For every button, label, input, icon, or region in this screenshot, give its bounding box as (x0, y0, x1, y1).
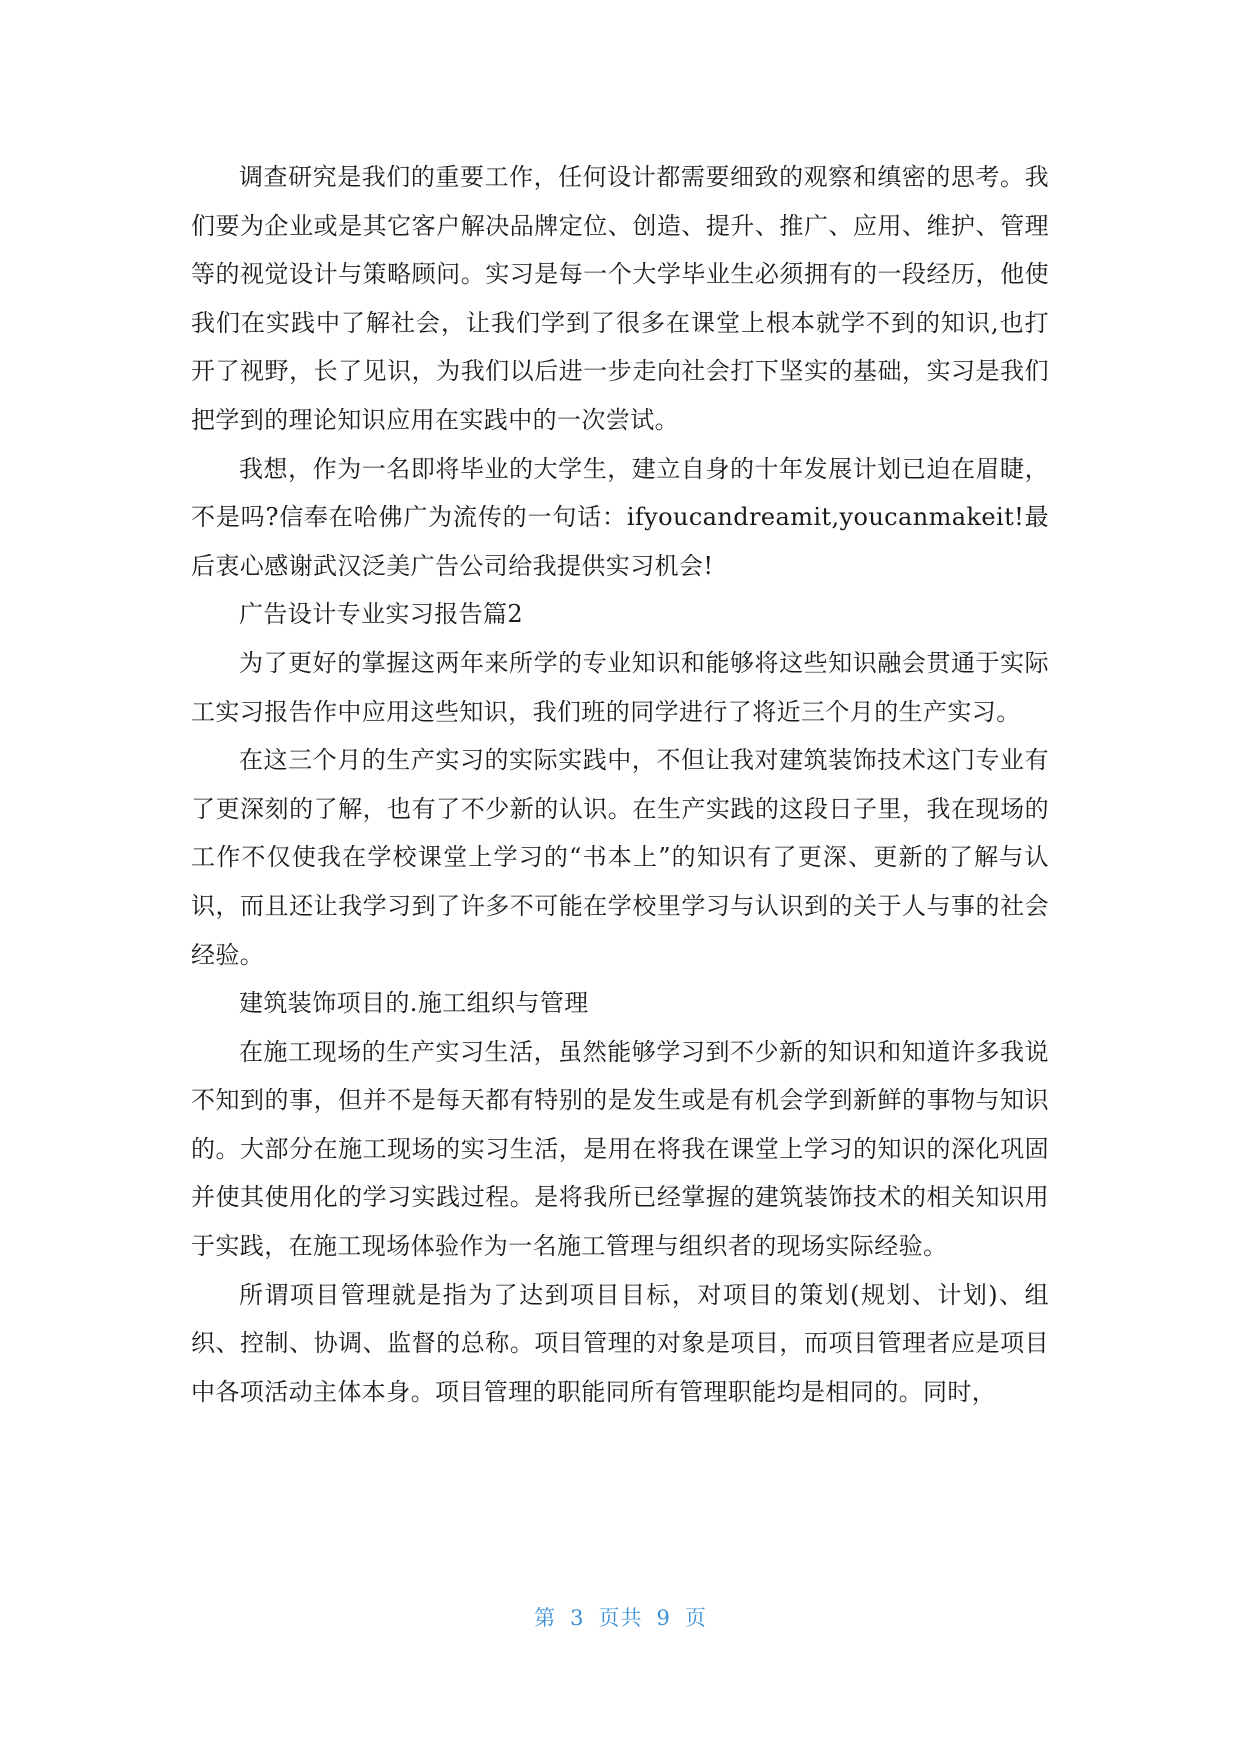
paragraph-4: 在这三个月的生产实习的实际实践中，不但让我对建筑装饰技术这门专业有了更深刻的了解，也有了不少新的认识。在生产实践的这段日子里，我在现场的工作不仅使我在学校课堂上学习的“书本上”的知识有了更深、更新的了解与认识，而且还让我学习到了许多不可能在学校里学习与认识到的关于人与事的社会经验。 (191, 746, 1049, 969)
footer-middle: 页共 (598, 1606, 643, 1630)
current-page-number: 3 (570, 1606, 585, 1630)
paragraph-6: 所谓项目管理就是指为了达到项目目标，对项目的策划(规划、计划)、组织、控制、协调、监督的总称。项目管理的对象是项目，而项目管理者应是项目中各项活动主体本身。项目管理的职能同所有管理职能均是相同的。同时， (191, 1280, 1049, 1406)
footer-suffix: 页 (684, 1606, 707, 1630)
footer-prefix: 第 (534, 1606, 557, 1630)
section-heading-report-2: 广告设计专业实习报告篇2 (239, 600, 524, 629)
document-body (191, 153, 1049, 1416)
section-heading-construction: 建筑装饰项目的.施工组织与管理 (239, 989, 589, 1018)
total-page-count: 9 (656, 1606, 671, 1630)
paragraph-1: 调查研究是我们的重要工作，任何设计都需要细致的观察和缜密的思考。我们要为企业或是其它客户解决品牌定位、创造、提升、推广、应用、维护、管理等的视觉设计与策略顾问。实习是每一个大学毕业生必须拥有的一段经历，他使我们在实践中了解社会，让我们学到了很多在课堂上根本就学不到的知识,也打开了视野，长了见识，为我们以后进一步走向社会打下坚实的基础，实习是我们把学到的理论知识应用在实践中的一次尝试。 (191, 163, 1049, 434)
paragraph-3: 为了更好的掌握这两年来所学的专业知识和能够将这些知识融会贯通于实际工实习报告作中应用这些知识，我们班的同学进行了将近三个月的生产实习。 (191, 648, 1049, 726)
paragraph-5: 在施工现场的生产实习生活，虽然能够学习到不少新的知识和知道许多我说不知到的事，但并不是每天都有特别的是发生或是有机会学到新鲜的事物与知识的。大部分在施工现场的实习生活，是用在将我在课堂上学习的知识的深化巩固并使其使用化的学习实践过程。是将我所已经掌握的建筑装饰技术的相关知识用于实践，在施工现场体验作为一名施工管理与组织者的现场实际经验。 (191, 1037, 1049, 1261)
page-footer (0, 1602, 1241, 1632)
paragraph-2: 我想，作为一名即将毕业的大学生，建立自身的十年发展计划已迫在眉睫，不是吗?信奉在哈佛广为流传的一句话：ifyoucandreamit,youcanmakeit!最后衷心感谢武汉泛美广告公司给我提供实习机会! (191, 454, 1049, 580)
